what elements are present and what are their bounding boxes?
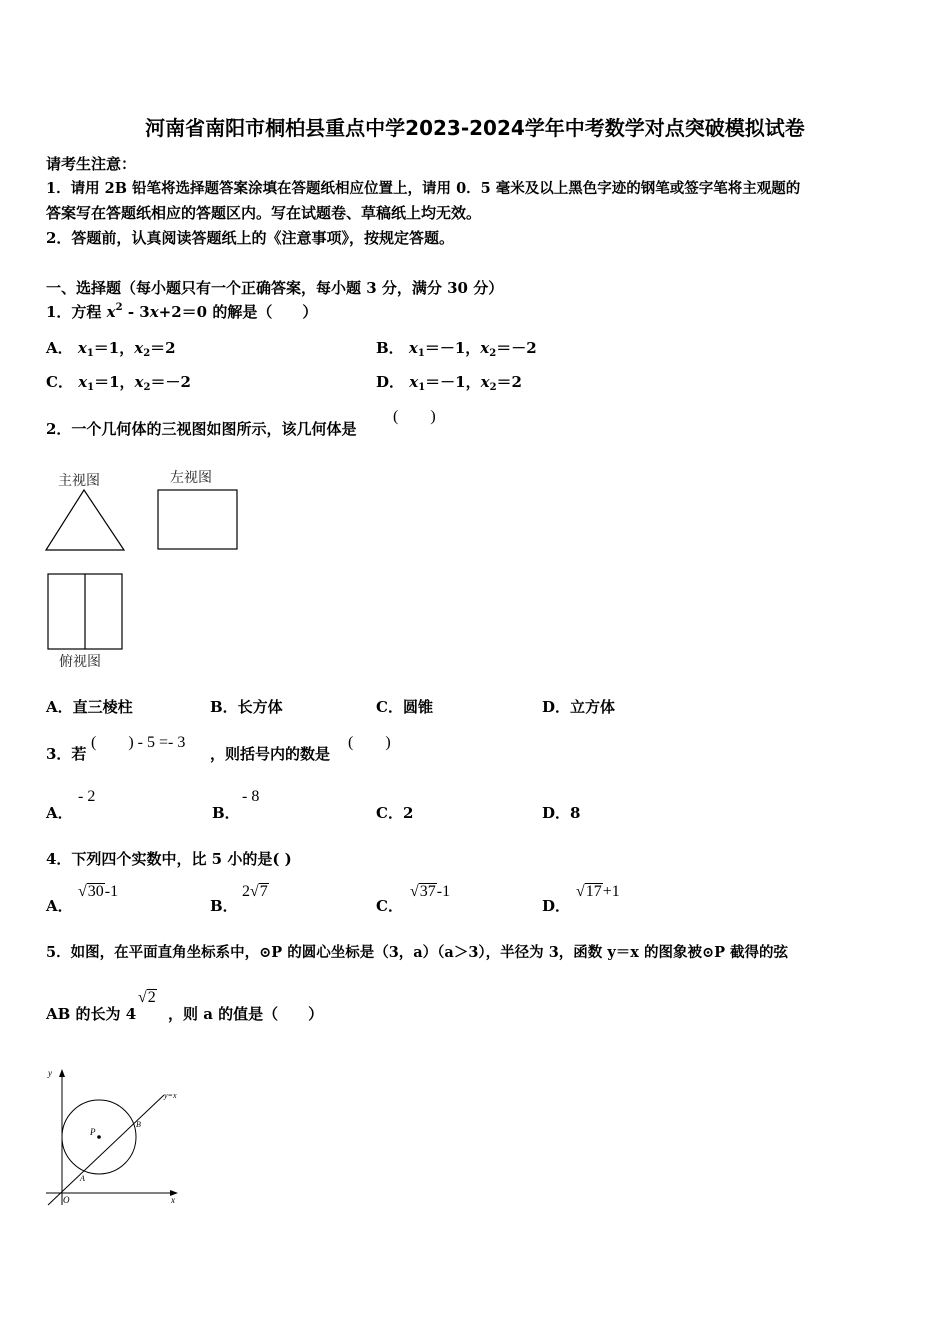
- coordinate-figure: [40, 1065, 200, 1210]
- notice-line-1b: 答案写在答题纸相应的答题区内。写在试题卷、草稿纸上均无效。: [46, 204, 482, 222]
- question-3-expression: ( ) - 5 =- 3: [91, 734, 186, 751]
- page-title: 河南省南阳市桐柏县重点中学2023-2024学年中考数学对点突破模拟试卷: [145, 116, 805, 140]
- question-3-option-a-value: - 2: [78, 788, 96, 805]
- question-3-paren: ( ): [348, 734, 391, 751]
- line-label: y=x: [164, 1091, 177, 1100]
- question-1-option-d[interactable]: D． $x_1=-1$，$x_2=2$: [376, 373, 522, 393]
- left-view-rectangle: [157, 489, 239, 551]
- question-4-option-d-value: √17+1: [576, 883, 620, 900]
- question-2-stem: 2．一个几何体的三视图如图所示，该几何体是: [46, 420, 357, 438]
- point-a-label: A: [80, 1174, 85, 1183]
- question-1-stem: 1．方程 $x^2 - 3x+2=0$ 的解是（ ）: [46, 302, 318, 321]
- point-p-label: P: [90, 1127, 96, 1137]
- question-3-option-a-label[interactable]: A．: [46, 804, 73, 822]
- question-2-paren: ( ): [393, 408, 436, 425]
- question-4-stem: 4．下列四个实数中，比 5 小的是( ): [46, 850, 292, 868]
- question-4-option-a-value: √30-1: [78, 883, 119, 900]
- question-1-option-c[interactable]: C． $x_1=1$，$x_2=-2$: [46, 373, 191, 393]
- question-3-option-b-value: - 8: [242, 788, 260, 805]
- question-4-option-a-label[interactable]: A．: [46, 897, 73, 915]
- question-3-prefix: 3．若: [46, 745, 87, 763]
- question-4-option-b-value: 2√7: [242, 883, 268, 900]
- question-5-line-1: 5．如图，在平面直角坐标系中，⊙P 的圆心坐标是（3，a）（a＞3），半径为 3，函数 y＝x 的图象被⊙P 截得的弦: [46, 944, 789, 961]
- notice-line-1a: 1．请用 2B 铅笔将选择题答案涂填在答题纸相应位置上，请用 0．5 毫米及以上黑色字迹的钢笔或签字笔将主观题的: [46, 180, 801, 197]
- question-3-suffix: ，则括号内的数是: [210, 745, 331, 763]
- question-1-option-a[interactable]: A． $x_1=1$，$x_2=2$: [46, 339, 176, 359]
- question-2-option-d[interactable]: D．立方体: [542, 698, 616, 716]
- y-axis-arrow-icon: [59, 1069, 65, 1077]
- top-view-rectangle: [47, 573, 125, 651]
- top-view-label: 俯视图: [59, 654, 101, 670]
- question-3-option-c[interactable]: C．2: [376, 804, 414, 822]
- center-point-p: [97, 1135, 101, 1139]
- line-y-equals-x: [48, 1095, 164, 1205]
- question-5-radical: √2: [138, 989, 156, 1006]
- question-2-option-c[interactable]: C．圆锥: [376, 698, 433, 716]
- question-4-option-d-label[interactable]: D．: [542, 897, 571, 915]
- notice-line-2: 2．答题前，认真阅读答题纸上的《注意事项》，按规定答题。: [46, 229, 454, 247]
- origin-label: O: [63, 1195, 70, 1205]
- question-3-option-d[interactable]: D．8: [542, 804, 581, 822]
- question-4-option-c-label[interactable]: C．: [376, 897, 403, 915]
- front-view-triangle: [44, 488, 126, 554]
- point-b-label: B: [136, 1120, 141, 1129]
- y-axis-label: y: [48, 1068, 52, 1078]
- question-4-option-b-label[interactable]: B．: [210, 897, 238, 915]
- question-4-option-c-value: √37-1: [410, 883, 451, 900]
- section-heading: 一、选择题（每小题只有一个正确答案，每小题 3 分，满分 30 分）: [46, 279, 504, 297]
- question-2-option-b[interactable]: B．长方体: [210, 698, 283, 716]
- x-axis-label: x: [171, 1195, 175, 1205]
- question-3-option-b-label[interactable]: B．: [212, 804, 240, 822]
- question-1-option-b[interactable]: B． $x_1=-1$，$x_2=-2$: [376, 339, 537, 359]
- notice-heading: 请考生注意：: [46, 155, 137, 173]
- front-view-label: 主视图: [58, 473, 100, 489]
- question-2-option-a[interactable]: A．直三棱柱: [46, 698, 133, 716]
- left-view-label: 左视图: [170, 470, 212, 486]
- question-5-line-2-prefix: AB 的长为 4: [46, 1005, 137, 1023]
- question-5-line-2-suffix: ，则 a 的值是（ ）: [168, 1005, 324, 1023]
